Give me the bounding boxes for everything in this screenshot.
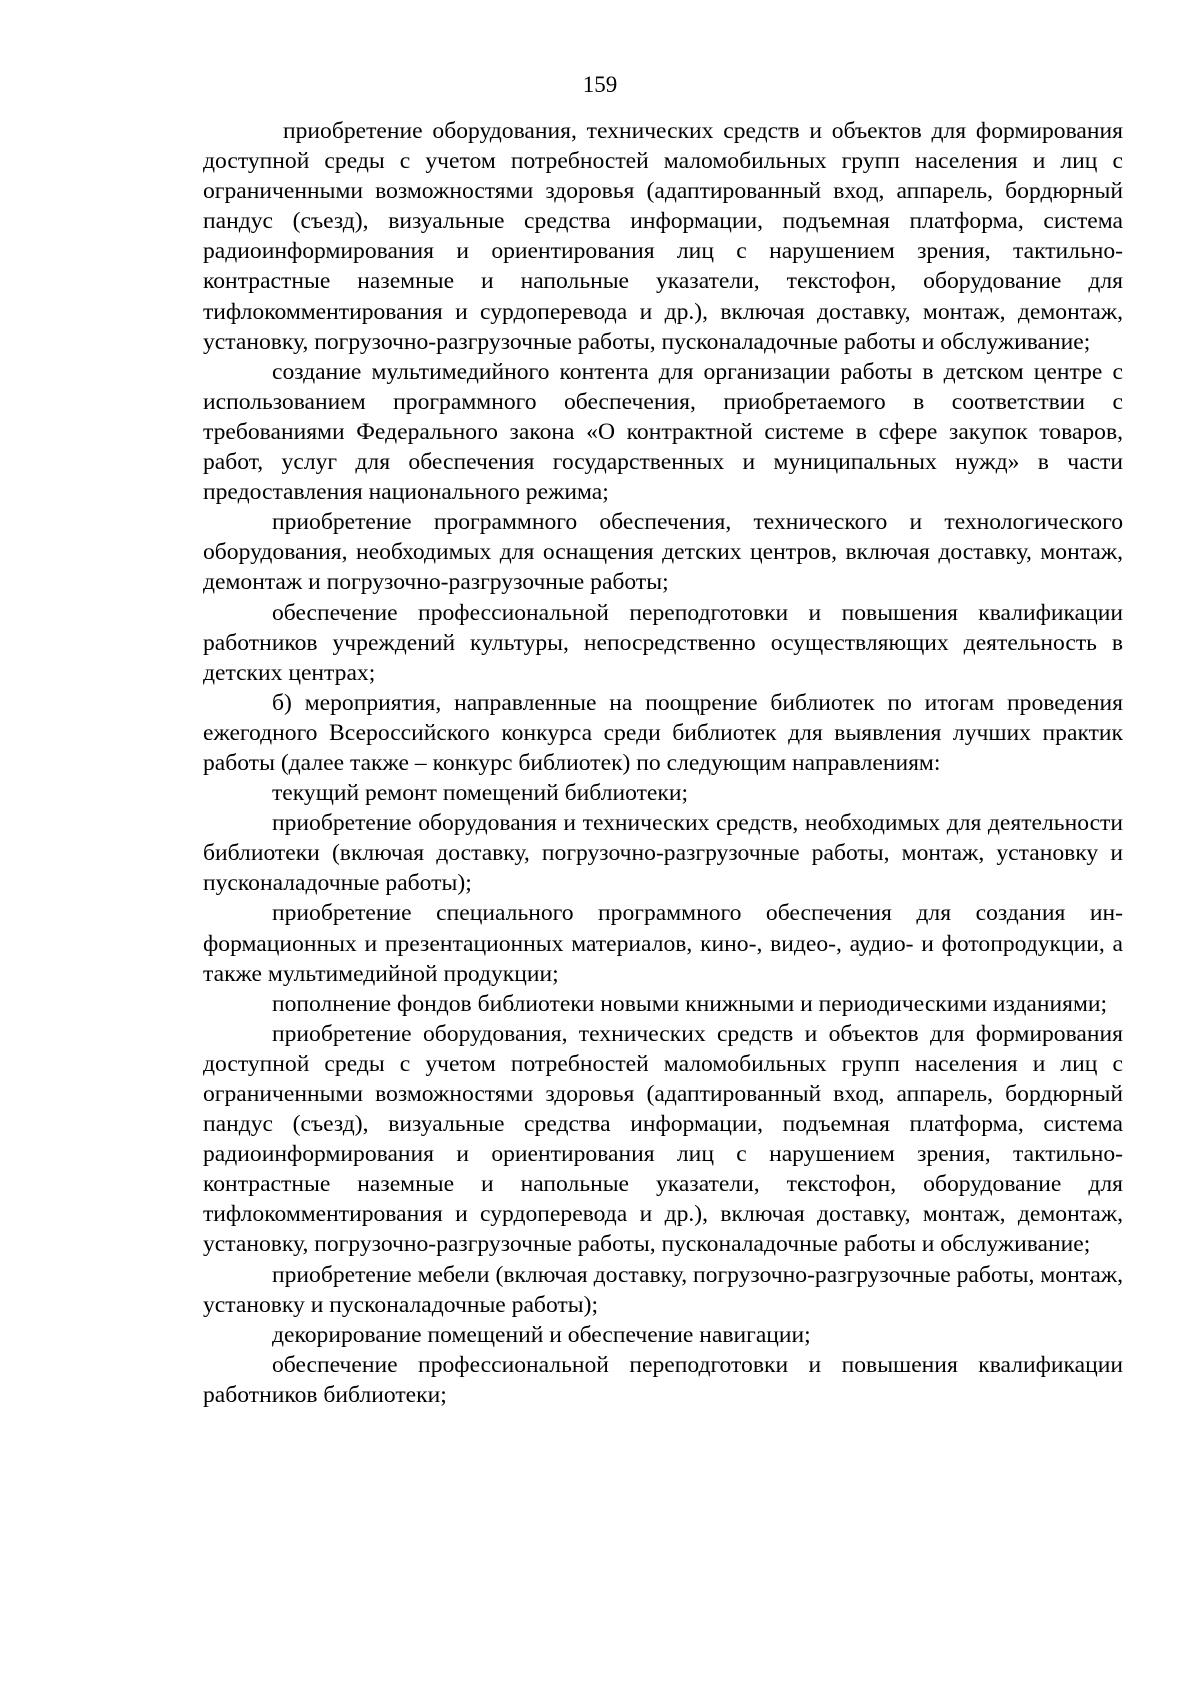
paragraph-accessible-environment-equipment: приобретение оборудования, технических средств и объектов для формирования доступной среды с учетом потребностей маломобильных групп населения и лиц с ограниченными возможностями здоровья (адаптированный вход, аппарель, бордюрный пандус (съезд), визуальные средства информации, подъемная платформа, система радиоинформирования и ориентирования лиц с нарушением зрения, тактильно-контрастные наземные и напольные указатели, текстофон, оборудование для тифлокомментирования и сурдоперевода и др.), включая доставку, монтаж, демонтаж, установку, погрузочно-разгрузочные работы, пусконаладочные работы и обслуживание; bbox=[203, 118, 1123, 355]
paragraph-furniture: приобретение мебели (включая доставку, погрузочно-разгрузочные работы, монтаж, установку и пусконаладочные работы); bbox=[203, 1261, 1123, 1318]
paragraph-library-funds: пополнение фондов библиотеки новыми книжными и периодическими изданиями; bbox=[272, 990, 1108, 1017]
paragraph-multimedia-content: создание мультимедийного контента для организации работы в детском центре с использованием программного обеспечения, приобретаемого в соответствии с требованиями Федерального закона «О контрактной системе в сфере закупок товаров, работ, услуг для обеспечения государственных и муниципальных нужд» в части предоставления национального режима; bbox=[203, 358, 1123, 506]
paragraph-special-software: приобретение специального программного обеспечения для создания информационных и презентационных материалов, кино-, видео-, аудио- и фотопродукции, а также мультимедийной продукции; bbox=[203, 900, 1123, 987]
paragraph-culture-staff-training: обеспечение профессиональной переподготовки и повышения квалификации работников учреждений культуры, непосредственно осуществляющих деятельность в детских центрах; bbox=[203, 599, 1123, 686]
paragraph-library-equipment: приобретение оборудования и технических средств, необходимых для деятельности библиотеки (включая доставку, погрузочно-разгрузочные работы, монтаж, установку и пусконаладочные работы); bbox=[203, 810, 1123, 897]
paragraph-library-contest-measures: б) мероприятия, направленные на поощрение библиотек по итогам проведения ежегодного Всероссийского конкурса среди библиотек для выявления лучших практик работы (далее также – конкурс библиотек) по следующим направлениям: bbox=[203, 689, 1123, 776]
paragraph-library-accessible-environment: приобретение оборудования, технических средств и объектов для формирования доступной среды с учетом потребностей маломобильных групп населения и лиц с ограниченными возможностями здоровья (адаптированный вход, аппарель, бордюрный пандус (съезд), визуальные средства информации, подъемная платформа, система радиоинформирования и ориентирования лиц с нарушением зрения, тактильно-контрастные наземные и напольные указатели, текстофон, оборудование для тифлокомментирования и сурдоперевода и др.), включая доставку, монтаж, демонтаж, установку, погрузочно-разгрузочные работы, пусконаладочные работы и обслуживание; bbox=[203, 1020, 1123, 1258]
paragraph-library-staff-training: обеспечение профессиональной переподготовки и повышения квалификации работников библиотеки; bbox=[203, 1351, 1123, 1408]
paragraph-software-equipment: приобретение программного обеспечения, технического и технологического оборудования, необходимых для оснащения детских центров, включая доставку, монтаж, демонтаж и погрузочно-разгрузочные работы; bbox=[203, 509, 1123, 596]
paragraph-decoration-navigation: декорирование помещений и обеспечение навигации; bbox=[272, 1321, 811, 1348]
paragraph-library-repair: текущий ремонт помещений библиотеки; bbox=[272, 780, 689, 807]
document-body bbox=[203, 116, 1123, 1410]
page-number: 159 bbox=[582, 72, 618, 97]
